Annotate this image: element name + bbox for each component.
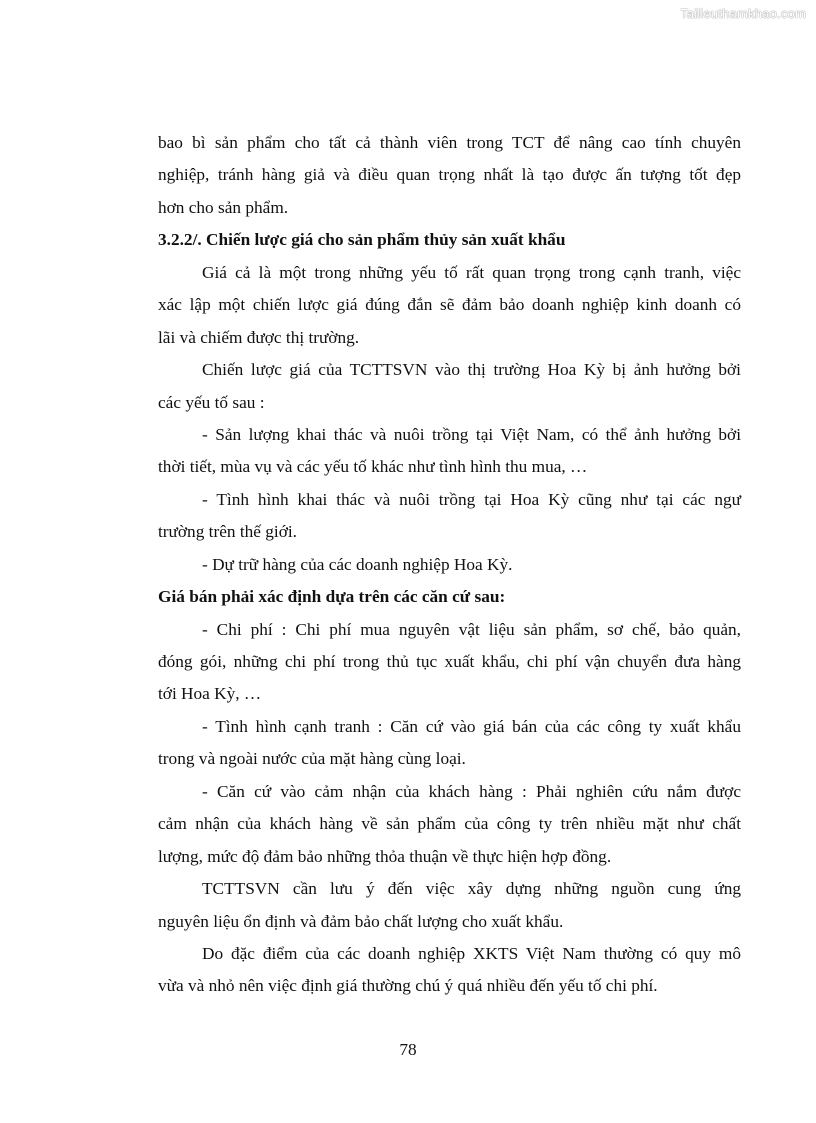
text-line: - Tình hình cạnh tranh : Căn cứ vào giá bán của các công ty xuất khẩu [202, 716, 741, 736]
text-line: trường trên thế giới. [158, 522, 297, 542]
text-line: - Tình hình khai thác và nuôi trồng tại Hoa Kỳ cũng như tại các ngư [202, 489, 741, 509]
text-line: cảm nhận của khách hàng về sản phẩm của công ty trên nhiều mặt như chất [158, 814, 741, 834]
text-line: lượng, mức độ đảm bảo những thỏa thuận về thực hiện hợp đồng. [158, 846, 612, 866]
text-line: Giá cả là một trong những yếu tố rất quan trọng trong cạnh tranh, việc [202, 262, 741, 282]
text-line: Do đặc điểm của các doanh nghiệp XKTS Việt Nam thường có quy mô [202, 943, 741, 963]
text-line: xác lập một chiến lược giá đúng đắn sẽ đảm bảo doanh nghiệp kinh doanh có [158, 295, 741, 315]
section-heading: Giá bán phải xác định dựa trên các căn cứ sau: [158, 587, 506, 607]
text-line: thời tiết, mùa vụ và các yếu tố khác như tình hình thu mua, … [158, 457, 588, 477]
text-line: TCTTSVN cần lưu ý đến việc xây dựng những nguồn cung ứng [202, 879, 741, 899]
text-line: bao bì sản phẩm cho tất cả thành viên trong TCT để nâng cao tính chuyên [158, 133, 741, 152]
text-line: hơn cho sản phẩm. [158, 197, 289, 217]
text-line: nguyên liệu ổn định và đảm bảo chất lượng cho xuất khẩu. [158, 911, 564, 931]
section-heading: 3.2.2/. Chiến lược giá cho sản phẩm thủy sản xuất khẩu [158, 230, 566, 250]
text-line: - Sản lượng khai thác và nuôi trồng tại Việt Nam, có thể ảnh hưởng bởi [202, 424, 741, 444]
text-line: tới Hoa Kỳ, … [158, 684, 262, 704]
watermark: Tailieuthamkhao.com [680, 6, 806, 21]
text-line: Chiến lược giá của TCTTSVN vào thị trường Hoa Kỳ bị ảnh hưởng bởi [202, 360, 741, 380]
text-line: nghiệp, tránh hàng giả và điều quan trọng nhất là tạo được ấn tượng tốt đẹp [158, 165, 741, 185]
text-line: lãi và chiếm được thị trường. [158, 327, 360, 347]
text-line: - Căn cứ vào cảm nhận của khách hàng : Phải nghiên cứu nắm được [202, 781, 741, 801]
text-line: đóng gói, những chi phí trong thủ tục xuất khẩu, chi phí vận chuyển đưa hàng [158, 652, 741, 671]
text-line: các yếu tố sau : [158, 392, 265, 412]
text-line: - Chi phí : Chi phí mua nguyên vật liệu sản phẩm, sơ chế, bảo quản, [202, 619, 741, 639]
text-line: trong và ngoài nước của mặt hàng cùng loại. [158, 749, 466, 769]
text-line: vừa và nhỏ nên việc định giá thường chú ý quá nhiều đến yếu tố chi phí. [158, 976, 658, 996]
page-number: 78 [399, 1040, 417, 1059]
document-body [158, 127, 741, 1003]
text-line: - Dự trữ hàng của các doanh nghiệp Hoa Kỳ. [202, 554, 513, 574]
